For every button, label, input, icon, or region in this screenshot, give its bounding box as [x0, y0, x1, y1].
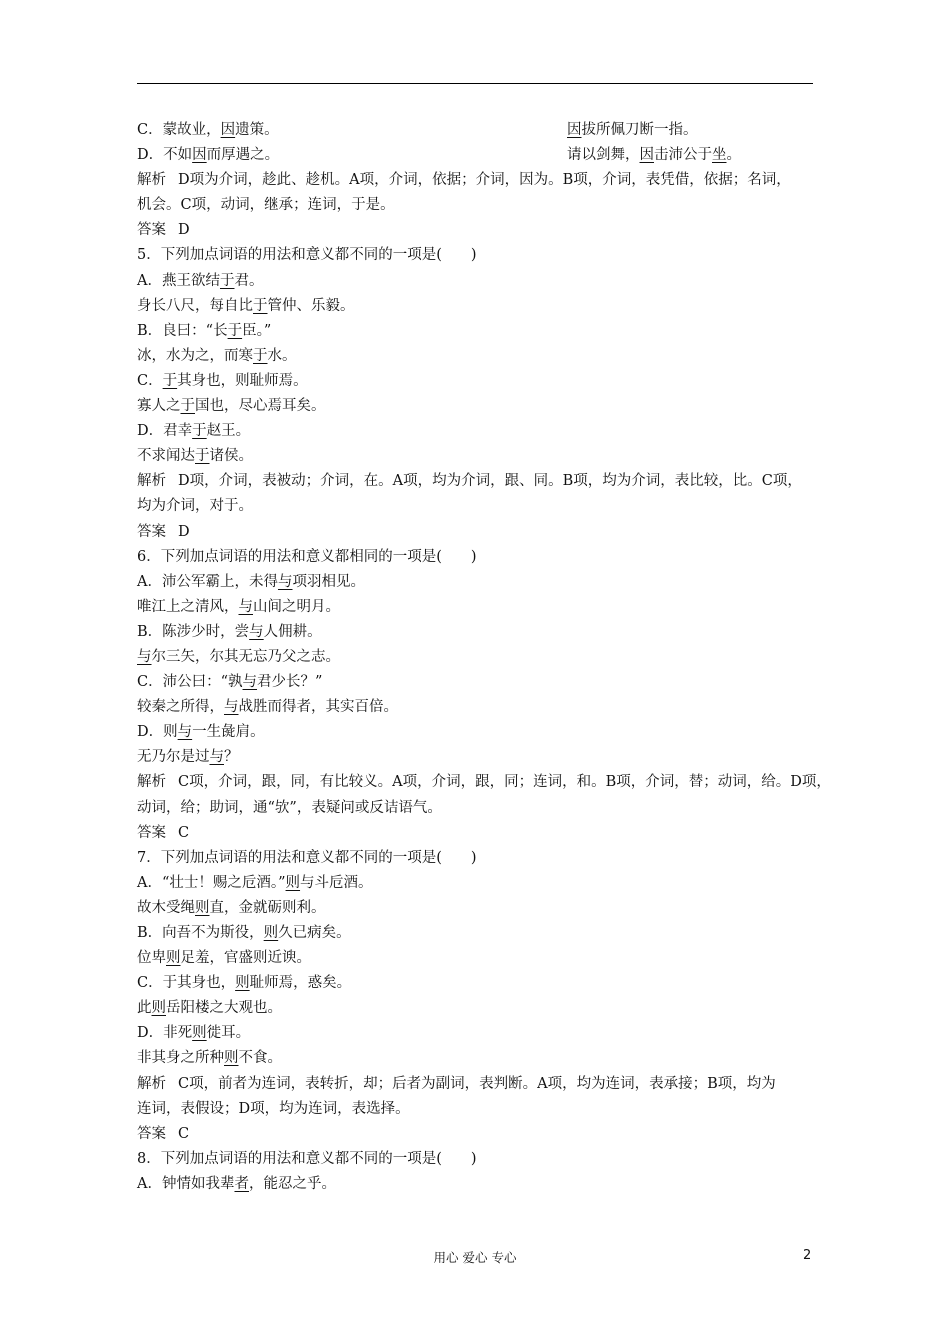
q7-a2: 故木受绳则直，金就砺则利。: [137, 899, 326, 916]
q6-a2: 唯江上之清风，与山间之明月。: [137, 598, 340, 615]
page-number: 2: [803, 1248, 812, 1263]
q7-analysis-cont: 连词，表假设；D项，均为连词，表选择。: [137, 1100, 410, 1117]
q6-answer: 答案 C: [137, 824, 190, 841]
header-rule: [137, 83, 813, 84]
q6-stem: 6．下列加点词语的用法和意义都相同的一项是( ): [137, 548, 477, 565]
q7-c2: 此则岳阳楼之大观也。: [137, 1000, 282, 1017]
q4-option-c: C．蒙故业，因遗策。 因拔所佩刀断一指。: [137, 122, 698, 138]
q6-d1: D．则与一生彘肩。: [137, 724, 265, 741]
q6-b2: 与尔三矢，尔其无忘乃父之志。: [137, 648, 340, 665]
document-body: [137, 118, 831, 1197]
q4-analysis-cont: 机会。C项，动词，继承；连词，于是。: [137, 197, 395, 214]
q4-analysis: 解析 D项为介词，趁此、趁机。A项，介词，依据；介词，因为。B项，介词，表凭借，依据；名词，: [137, 172, 791, 189]
q5-analysis: 解析 D项，介词，表被动；介词，在。A项，均为介词，跟、同。B项，均为介词，表比较，比。C项，: [137, 473, 802, 490]
q7-answer: 答案 C: [137, 1125, 190, 1142]
q5-a1: A．燕王欲结于君。: [137, 272, 264, 289]
q7-analysis: 解析 C项，前者为连词，表转折，却；后者为副词，表判断。A项，均为连词，表承接；B项，均为: [137, 1075, 776, 1092]
q5-c1: C．于其身也，则耻师焉。: [137, 372, 308, 389]
q6-b1: B．陈涉少时，尝与人佣耕。: [137, 623, 322, 640]
footer-motto: 用心 爱心 专心: [433, 1250, 517, 1265]
q6-c1: C．沛公曰：“孰与君少长？”: [137, 674, 323, 691]
q4-option-d: D．不如因而厚遇之。 请以剑舞，因击沛公于坐。: [137, 147, 741, 164]
q5-c2: 寡人之于国也，尽心焉耳矣。: [137, 398, 326, 415]
q7-stem: 7．下列加点词语的用法和意义都不同的一项是( ): [137, 849, 477, 866]
q5-d1: D．君幸于赵王。: [137, 423, 251, 440]
q6-c2: 较秦之所得，与战胜而得者，其实百倍。: [137, 699, 398, 716]
q5-a2: 身长八尺，每自比于管仲、乐毅。: [137, 297, 355, 314]
q7-b2: 位卑则足羞，官盛则近谀。: [137, 950, 311, 967]
q6-d2: 无乃尔是过与？: [137, 749, 239, 766]
q6-analysis: 解析 C项，介词，跟，同，有比较义。A项，介词，跟，同；连词，和。B项，介词，替；动词，给。D项，: [137, 774, 831, 791]
q7-d2: 非其身之所种则不食。: [137, 1050, 282, 1067]
q7-c1: C．于其身也，则耻师焉，惑矣。: [137, 975, 352, 992]
q7-a1: A．“壮士！赐之卮酒。”则与斗卮酒。: [137, 874, 373, 891]
q5-answer: 答案 D: [137, 523, 190, 540]
q8-stem: 8．下列加点词语的用法和意义都不同的一项是( ): [137, 1150, 477, 1167]
q5-b2: 冰，水为之，而寒于水。: [137, 347, 297, 364]
q7-d1: D．非死则徙耳。: [137, 1025, 251, 1042]
q6-a1: A．沛公军霸上，未得与项羽相见。: [137, 573, 365, 590]
q5-stem: 5．下列加点词语的用法和意义都不同的一项是( ): [137, 247, 477, 264]
q5-d2: 不求闻达于诸侯。: [137, 448, 253, 465]
q4-answer: 答案 D: [137, 222, 190, 239]
q5-b1: B．良曰：“长于臣。”: [137, 322, 272, 339]
q5-analysis-cont: 均为介词，对于。: [137, 498, 253, 515]
q6-analysis-cont: 动词，给；助词，通“欤”，表疑问或反诘语气。: [137, 799, 442, 816]
q7-b1: B．向吾不为斯役，则久已病矣。: [137, 925, 351, 941]
q8-a1: A．钟情如我辈者，能忍之乎。: [137, 1175, 336, 1192]
